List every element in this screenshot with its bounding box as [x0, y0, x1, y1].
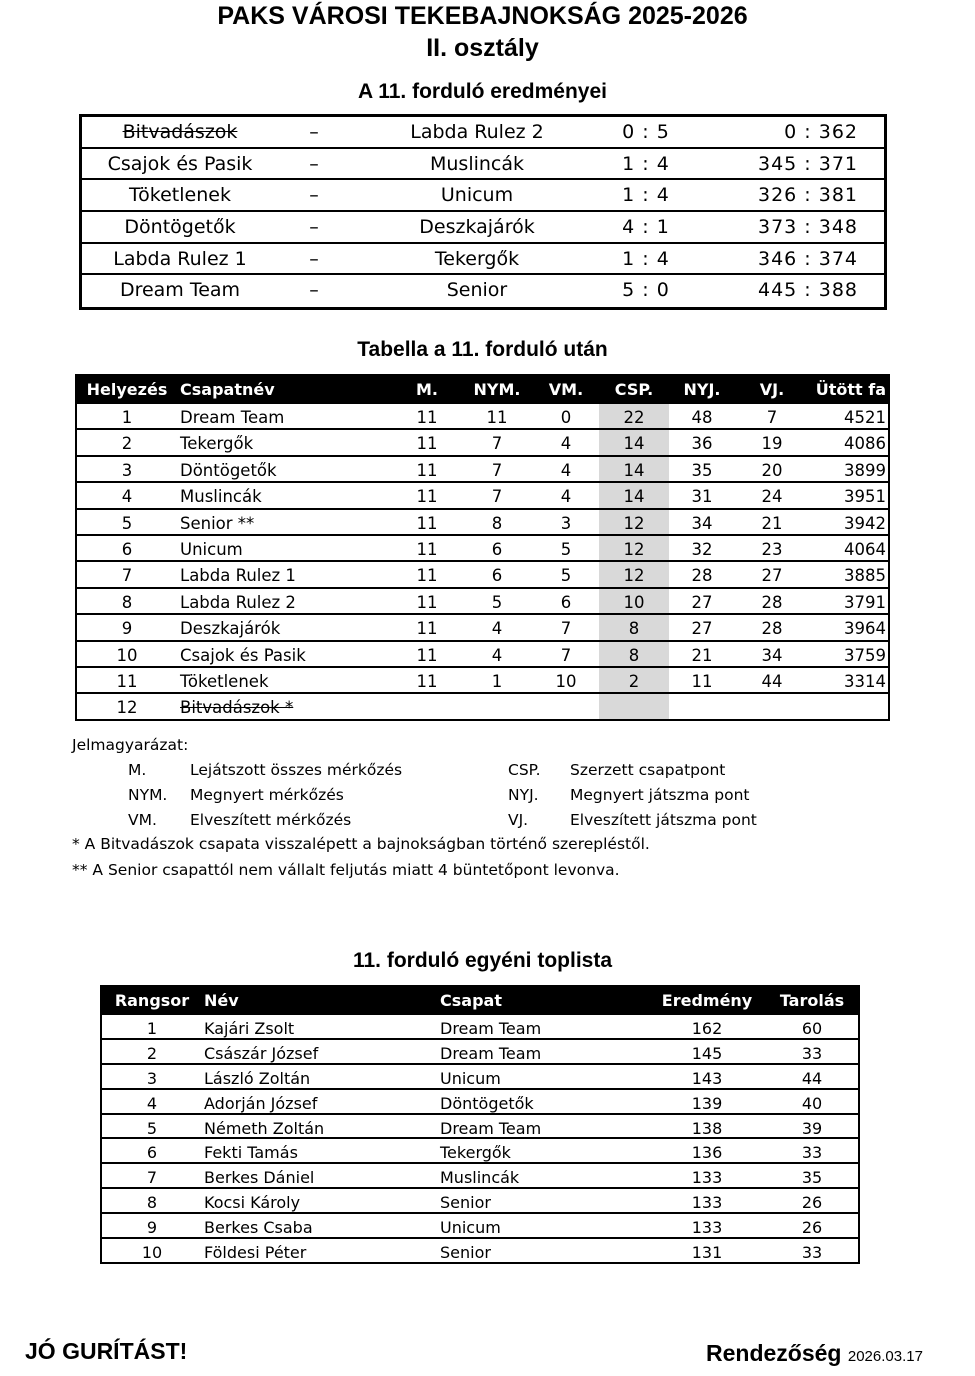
- cell-vj: 20: [761, 460, 783, 480]
- legend-note-penalty: ** A Senior csapattól nem vállalt feljutás miatt 4 büntetőpont levonva.: [72, 861, 620, 879]
- cell-rank: 10: [141, 1243, 163, 1263]
- cell-nym: 8: [491, 513, 503, 533]
- cell-clear: 26: [801, 1193, 823, 1213]
- cell-clear: 40: [801, 1093, 823, 1113]
- cell-m: 11: [416, 460, 438, 480]
- cell-team-name: Dream Team: [180, 408, 285, 427]
- legend-abbr: CSP.: [508, 761, 541, 779]
- cell-pos: 4: [121, 487, 133, 507]
- legend-desc: Elveszített játszma pont: [570, 811, 757, 829]
- header-csp: CSP.: [614, 380, 654, 399]
- cell-clear: 33: [801, 1243, 823, 1263]
- csp-highlight: [599, 694, 669, 718]
- cell-nym: 7: [491, 434, 503, 454]
- toplist-row: [102, 1013, 858, 1038]
- footer-signature: [706, 1340, 923, 1367]
- away-team: Tekergők: [434, 247, 520, 270]
- cell-team: Tekergők: [440, 1143, 511, 1163]
- toplist-row: [102, 1137, 858, 1162]
- standings-row: [77, 534, 888, 560]
- home-team: Dream Team: [119, 279, 241, 302]
- header-nym: NYM.: [473, 380, 521, 399]
- cell-fa: 4521: [844, 408, 886, 427]
- cell-vj: 19: [761, 434, 783, 454]
- cell-m: 11: [416, 671, 438, 691]
- match-score: 5 : 0: [622, 279, 670, 302]
- home-team: Döntögetők: [124, 216, 236, 239]
- match-score: 1 : 4: [622, 152, 670, 175]
- header-fa: Ütött fa: [815, 380, 886, 399]
- standings-row: [77, 692, 888, 718]
- cell-rank: 1: [146, 1019, 158, 1038]
- header-team: Csapat: [440, 991, 502, 1010]
- separator-dash: –: [309, 247, 319, 270]
- cell-nym: 6: [491, 539, 503, 559]
- legend-abbr: M.: [128, 761, 147, 779]
- standings-title: Tabella a 11. forduló után: [357, 338, 608, 361]
- cell-nyj: 36: [691, 434, 713, 454]
- cell-vm: 10: [555, 671, 577, 691]
- legend-title: Jelmagyarázat:: [72, 736, 189, 754]
- result-row: [82, 212, 884, 244]
- cell-m: 11: [416, 513, 438, 533]
- cell-player: Németh Zoltán: [204, 1118, 325, 1138]
- toplist-table: [100, 985, 860, 1264]
- cell-rank: 2: [146, 1043, 158, 1063]
- standings-row: [77, 481, 888, 507]
- cell-fa: 3942: [844, 513, 886, 533]
- cell-vj: 7: [766, 408, 778, 427]
- cell-nym: 4: [491, 645, 503, 665]
- header-vj: VJ.: [759, 380, 785, 399]
- cell-team-name: Csajok és Pasik: [180, 645, 306, 665]
- cell-player: Kocsi Károly: [204, 1193, 301, 1213]
- legend-abbr: NYM.: [128, 786, 168, 804]
- legend-abbr: NYJ.: [508, 786, 539, 804]
- toplist-row: [102, 1088, 858, 1113]
- cell-player: László Zoltán: [204, 1068, 311, 1088]
- cell-clear: 60: [801, 1019, 823, 1038]
- cell-nym: 11: [486, 408, 508, 427]
- cell-rank: 3: [146, 1068, 158, 1088]
- legend-desc: Megnyert mérkőzés: [190, 786, 344, 804]
- cell-fa: 3899: [844, 460, 886, 480]
- standings-row: [77, 666, 888, 692]
- cell-csp: 12: [623, 539, 645, 559]
- cell-vj: 44: [761, 671, 783, 691]
- standings-row: [77, 587, 888, 613]
- cell-nym: 7: [491, 487, 503, 507]
- legend-desc: Szerzett csapatpont: [570, 761, 726, 779]
- footer-date: 2026.03.17: [847, 1348, 923, 1365]
- cell-rank: 5: [146, 1118, 158, 1138]
- standings-header-row: [77, 376, 888, 402]
- cell-csp: 2: [628, 671, 640, 691]
- legend-desc: Megnyert játszma pont: [570, 786, 750, 804]
- cell-rank: 7: [146, 1168, 158, 1188]
- legend-desc: Lejátszott összes mérkőzés: [190, 761, 403, 779]
- cell-m: 11: [416, 539, 438, 559]
- cell-score: 139: [691, 1093, 723, 1113]
- cell-team-name: Labda Rulez 2: [180, 592, 296, 612]
- cell-team: Dream Team: [440, 1043, 542, 1063]
- cell-nyj: 31: [691, 487, 713, 507]
- cell-vm: 4: [560, 434, 572, 454]
- cell-clear: 39: [801, 1118, 823, 1138]
- cell-vj: 28: [761, 592, 783, 612]
- cell-fa: 3885: [844, 566, 886, 586]
- cell-team: Döntögetők: [440, 1093, 534, 1113]
- standings-row: [77, 508, 888, 534]
- cell-team: Unicum: [440, 1218, 501, 1238]
- cell-player: Császár József: [204, 1043, 319, 1063]
- match-score: 1 : 4: [622, 247, 670, 270]
- division-title: II. osztály: [426, 34, 539, 62]
- pin-score: 346 : 374: [757, 247, 858, 270]
- toplist-header-row: [102, 987, 858, 1013]
- pin-score: 345 : 371: [757, 152, 858, 175]
- legend-note-withdrawn: * A Bitvadászok csapata visszalépett a bajnokságban történő szerepléstől.: [72, 835, 650, 853]
- cell-fa: 4086: [844, 434, 886, 454]
- cell-vm: 7: [560, 645, 572, 665]
- header-m: M.: [416, 380, 438, 399]
- cell-team: Unicum: [440, 1068, 501, 1088]
- cell-team: Muslincák: [440, 1168, 520, 1188]
- home-team: Bitvadászok: [122, 121, 238, 143]
- result-row: [82, 149, 884, 181]
- cell-csp: 12: [623, 513, 645, 533]
- standings-row: [77, 613, 888, 639]
- separator-dash: –: [309, 121, 319, 143]
- cell-vm: 3: [560, 513, 572, 533]
- cell-csp: 14: [623, 460, 645, 480]
- cell-pos: 8: [121, 592, 133, 612]
- toplist-title: 11. forduló egyéni toplista: [352, 949, 613, 972]
- separator-dash: –: [309, 279, 319, 302]
- cell-team-name: Deszkajárók: [180, 619, 281, 639]
- standings-row: [77, 640, 888, 666]
- cell-vj: 28: [761, 619, 783, 639]
- cell-pos: 2: [121, 434, 133, 454]
- match-score: 4 : 1: [622, 216, 670, 239]
- cell-vm: 5: [560, 539, 572, 559]
- cell-nym: 1: [491, 671, 503, 691]
- header-pos: Helyezés: [86, 380, 168, 399]
- cell-team: Dream Team: [440, 1019, 542, 1038]
- cell-score: 133: [691, 1193, 723, 1213]
- toplist-row: [102, 1038, 858, 1063]
- pin-score: 373 : 348: [757, 216, 858, 239]
- cell-player: Berkes Csaba: [204, 1218, 313, 1238]
- cell-pos: 10: [116, 645, 138, 665]
- result-row: [82, 117, 884, 149]
- cell-clear: 33: [801, 1143, 823, 1163]
- cell-csp: 22: [623, 408, 645, 427]
- header-rank: Rangsor: [114, 991, 190, 1010]
- legend-abbr: VM.: [128, 811, 157, 829]
- separator-dash: –: [309, 184, 319, 207]
- cell-team-name: Döntögetők: [180, 460, 277, 480]
- cell-rank: 4: [146, 1093, 158, 1113]
- away-team: Unicum: [440, 184, 514, 207]
- home-team: Csajok és Pasik: [107, 152, 253, 175]
- cell-fa: 3314: [844, 671, 886, 691]
- toplist-row: [102, 1212, 858, 1237]
- toplist-row: [102, 1162, 858, 1187]
- separator-dash: –: [309, 152, 319, 175]
- cell-fa: 3791: [844, 592, 886, 612]
- cell-vj: 24: [761, 487, 783, 507]
- header-clear: Tarolás: [779, 991, 845, 1010]
- cell-pos: 3: [121, 460, 133, 480]
- result-row: [82, 244, 884, 276]
- cell-vm: 4: [560, 487, 572, 507]
- cell-clear: 44: [801, 1068, 823, 1088]
- cell-csp: 12: [623, 566, 645, 586]
- header-score: Eredmény: [661, 991, 753, 1010]
- away-team: Senior: [446, 279, 508, 302]
- cell-team-name: Senior **: [180, 513, 255, 533]
- cell-nyj: 32: [691, 539, 713, 559]
- cell-m: 11: [416, 408, 438, 427]
- toplist-row: [102, 1063, 858, 1088]
- cell-nym: 5: [491, 592, 503, 612]
- cell-nym: 7: [491, 460, 503, 480]
- cell-rank: 6: [146, 1143, 158, 1163]
- cell-clear: 26: [801, 1218, 823, 1238]
- footer-organizer: Rendezőség: [706, 1340, 842, 1366]
- header-name: Csapatnév: [180, 380, 275, 399]
- cell-vm: 6: [560, 592, 572, 612]
- legend-desc: Elveszített mérkőzés: [190, 811, 352, 829]
- legend-abbr: VJ.: [508, 811, 529, 829]
- cell-score: 145: [691, 1043, 723, 1063]
- cell-m: 11: [416, 487, 438, 507]
- cell-fa: 3759: [844, 645, 886, 665]
- cell-team-name: Töketlenek: [180, 671, 269, 691]
- cell-score: 138: [691, 1118, 723, 1138]
- away-team: Deszkajárók: [419, 216, 535, 239]
- toplist-row: [102, 1187, 858, 1212]
- cell-nyj: 48: [691, 408, 713, 427]
- cell-team: Senior: [440, 1193, 491, 1213]
- cell-pos: 7: [121, 566, 133, 586]
- home-team: Labda Rulez 1: [113, 247, 247, 270]
- cell-nyj: 35: [691, 460, 713, 480]
- cell-nyj: 28: [691, 566, 713, 586]
- cell-nyj: 11: [691, 671, 713, 691]
- cell-score: 133: [691, 1218, 723, 1238]
- cell-fa: 4064: [844, 539, 886, 559]
- standings-row: [77, 455, 888, 481]
- result-row: [82, 275, 884, 307]
- cell-team-name: Unicum: [180, 539, 243, 559]
- pin-score: 445 : 388: [757, 279, 858, 302]
- cell-score: 131: [691, 1243, 723, 1263]
- match-score: 0 : 5: [622, 121, 670, 143]
- cell-pos: 1: [121, 408, 133, 427]
- cell-vm: 7: [560, 619, 572, 639]
- away-team: Muslincák: [429, 152, 525, 175]
- cell-player: Berkes Dániel: [204, 1168, 315, 1188]
- cell-score: 133: [691, 1168, 723, 1188]
- cell-score: 136: [691, 1143, 723, 1163]
- cell-vj: 27: [761, 566, 783, 586]
- cell-rank: 8: [146, 1193, 158, 1213]
- cell-m: 11: [416, 434, 438, 454]
- cell-nym: 4: [491, 619, 503, 639]
- cell-m: 11: [416, 592, 438, 612]
- separator-dash: –: [309, 216, 319, 239]
- results-table: [79, 114, 887, 310]
- cell-vj: 34: [761, 645, 783, 665]
- home-team: Töketlenek: [129, 184, 231, 207]
- standings-row: [77, 428, 888, 454]
- cell-team: Senior: [440, 1243, 491, 1263]
- cell-fa: 3964: [844, 619, 886, 639]
- cell-team-name: Bitvadászok *: [180, 698, 294, 718]
- cell-csp: 14: [623, 434, 645, 454]
- cell-team-name: Muslincák: [180, 487, 262, 507]
- cell-csp: 8: [628, 619, 640, 639]
- cell-vm: 0: [560, 408, 572, 427]
- cell-m: 11: [416, 619, 438, 639]
- cell-csp: 14: [623, 487, 645, 507]
- toplist-row: [102, 1113, 858, 1138]
- cell-score: 143: [691, 1068, 723, 1088]
- toplist-row: [102, 1237, 858, 1262]
- result-row: [82, 180, 884, 212]
- cell-score: 162: [691, 1019, 723, 1038]
- cell-pos: 11: [116, 671, 138, 691]
- cell-nym: 6: [491, 566, 503, 586]
- cell-team-name: Labda Rulez 1: [180, 566, 296, 586]
- standings-table: [75, 374, 890, 721]
- standings-row: [77, 560, 888, 586]
- cell-vj: 21: [761, 513, 783, 533]
- cell-pos: 6: [121, 539, 133, 559]
- page-title: PAKS VÁROSI TEKEBAJNOKSÁG 2025-2026: [217, 2, 748, 30]
- cell-vj: 23: [761, 539, 783, 559]
- cell-nyj: 21: [691, 645, 713, 665]
- pin-score: 0 : 362: [784, 121, 858, 143]
- header-nyj: NYJ.: [683, 380, 721, 399]
- cell-clear: 35: [801, 1168, 823, 1188]
- header-vm: VM.: [548, 380, 584, 399]
- cell-player: Kajári Zsolt: [204, 1019, 295, 1038]
- cell-nyj: 27: [691, 592, 713, 612]
- standings-row: [77, 402, 888, 428]
- match-score: 1 : 4: [622, 184, 670, 207]
- cell-nyj: 27: [691, 619, 713, 639]
- cell-vm: 5: [560, 566, 572, 586]
- cell-csp: 8: [628, 645, 640, 665]
- footer-greeting: JÓ GURÍTÁST!: [25, 1338, 188, 1364]
- cell-m: 11: [416, 645, 438, 665]
- results-title: A 11. forduló eredményei: [358, 80, 607, 103]
- cell-pos: 5: [121, 513, 133, 533]
- header-player: Név: [204, 991, 239, 1010]
- cell-rank: 9: [146, 1218, 158, 1238]
- pin-score: 326 : 381: [757, 184, 858, 207]
- cell-vm: 4: [560, 460, 572, 480]
- cell-team: Dream Team: [440, 1118, 542, 1138]
- cell-team-name: Tekergők: [180, 434, 254, 454]
- cell-nyj: 34: [691, 513, 713, 533]
- cell-player: Fekti Tamás: [204, 1143, 298, 1163]
- cell-player: Földesi Péter: [204, 1243, 307, 1263]
- cell-m: 11: [416, 566, 438, 586]
- cell-pos: 9: [121, 619, 133, 639]
- cell-fa: 3951: [844, 487, 886, 507]
- cell-pos: 12: [116, 698, 138, 718]
- cell-csp: 10: [623, 592, 645, 612]
- cell-player: Adorján József: [204, 1093, 318, 1113]
- cell-clear: 33: [801, 1043, 823, 1063]
- away-team: Labda Rulez 2: [410, 121, 544, 143]
